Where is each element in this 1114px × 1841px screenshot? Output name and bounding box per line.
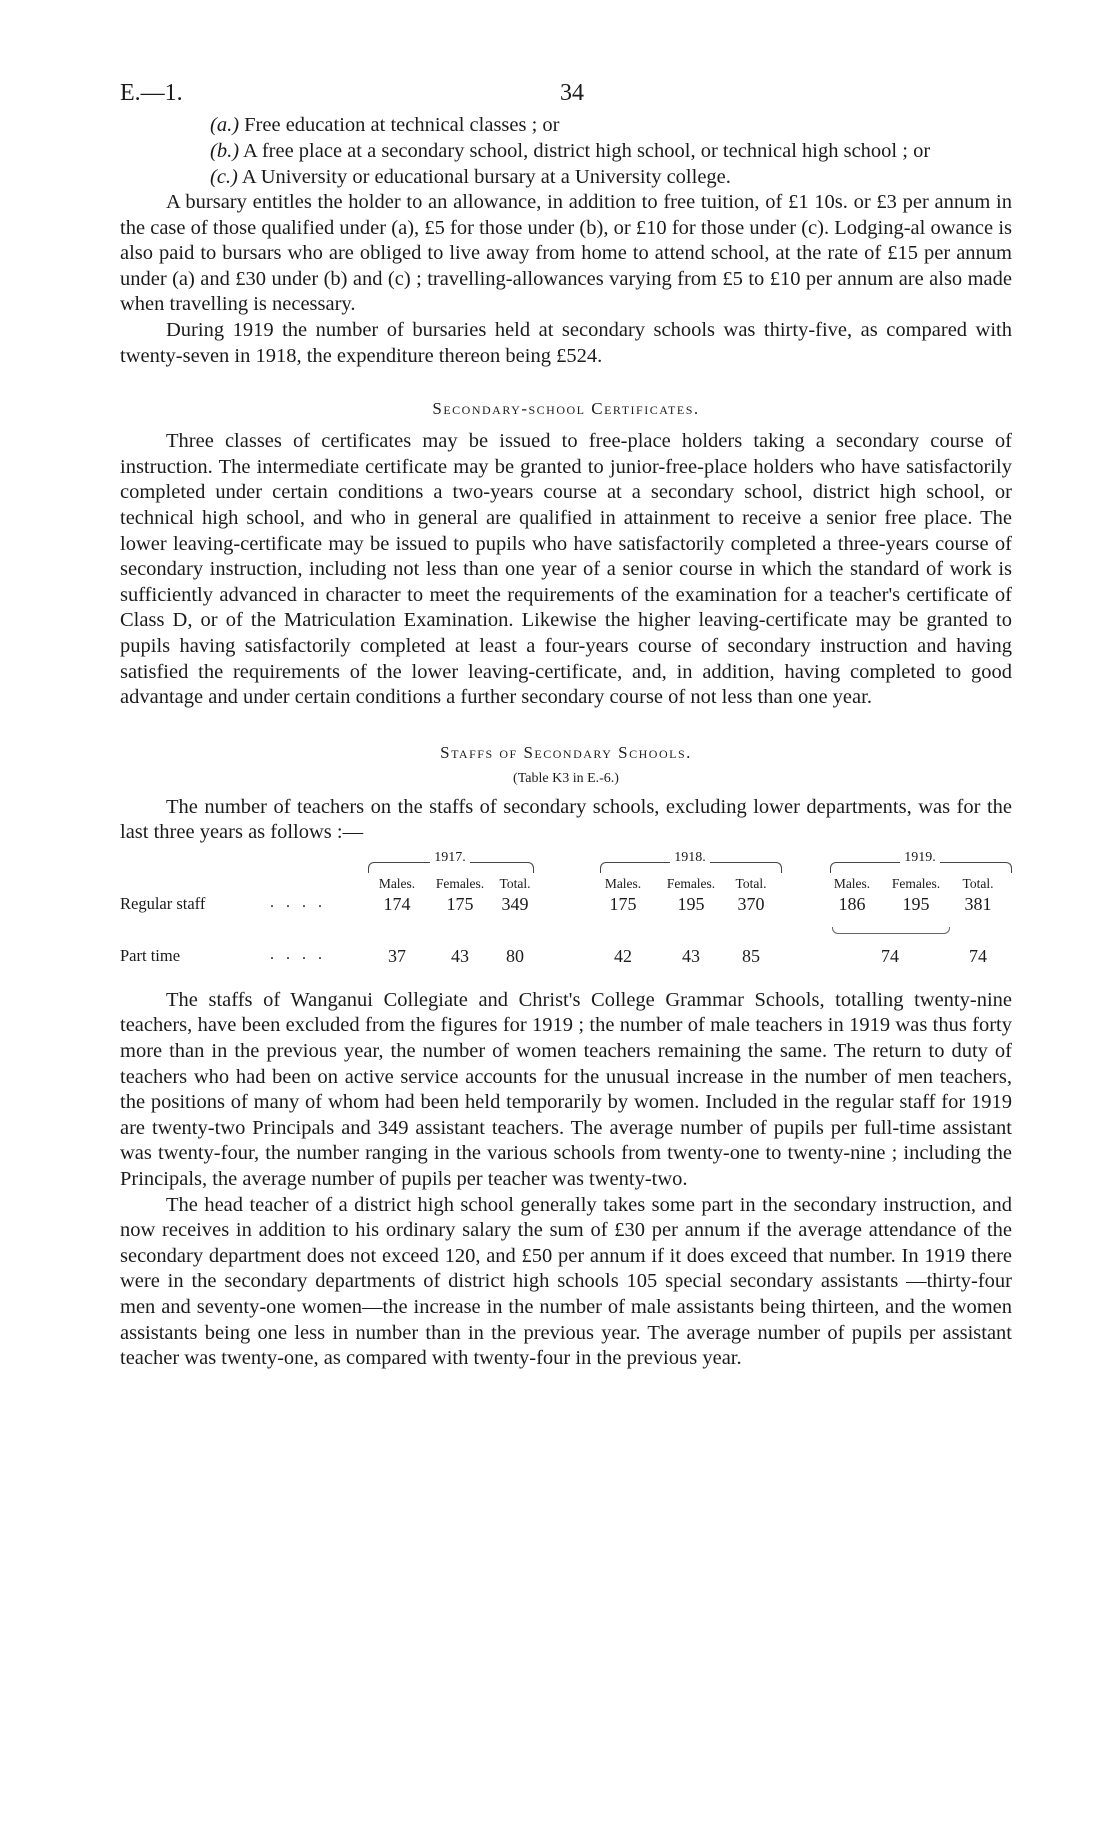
table-cell: 85 xyxy=(742,945,760,966)
column-header: Males. xyxy=(604,875,642,891)
column-header: Females. xyxy=(891,875,941,891)
certificates-heading: Secondary-school Certificates. xyxy=(432,399,700,419)
table-cell: 186 xyxy=(838,893,866,914)
certificates-paragraph: Three classes of certificates may be issued to free-place holders taking a secondary course of instruction. The intermediate certificate may be granted to junior-free-place holders who have satisfactorily completed under certain conditions a two-years course at a secondary school, district high school, or technical high school, and who in general are qualified in attainment to receive a senior free place. The lower leaving-certificate may be issued to pupils who have satisfactorily completed a three-years course of secondary instruction, including not less than one year of a senior course in which the standard of work is sufficiently advanced in character to meet the requirements of the examination for a teacher's certificate of Class D, or of the Matriculation Examination. Likewise the higher leaving-certificate may be granted to pupils having satisfactorily completed at least a four-years course of secondary instruction and having satisfied the requirements of the lower leaving-certificate, and, in addition, having completed to good advantage and under certain conditions a further secondary course of not less than one year. xyxy=(120,430,1012,709)
list-item-text: A University or educational bursary at a University college. xyxy=(241,166,731,188)
column-header: Females. xyxy=(435,875,485,891)
staffs-heading: Staffs of Secondary Schools. xyxy=(440,742,692,762)
table-cell: 74 xyxy=(969,945,987,966)
staff-table xyxy=(120,849,1012,982)
row-label: Part time xyxy=(120,945,181,965)
column-header: Males. xyxy=(833,875,871,891)
column-header: Total. xyxy=(499,875,531,891)
row-label: Regular staff xyxy=(120,893,206,913)
list-item xyxy=(120,164,1012,190)
table-cell: 381 xyxy=(964,893,992,914)
year-header: 1919. xyxy=(830,852,1010,868)
staffs-table-reference: (Table K3 in E.-6.) xyxy=(513,770,619,786)
table-cell: 43 xyxy=(451,945,469,966)
table-cell: 370 xyxy=(737,893,765,914)
bursaries-1919-paragraph: During 1919 the number of bursaries held at secondary schools was thirty-five, as compared with twenty-seven in 1918, the expenditure thereon being £524. xyxy=(120,318,1012,367)
bursary-options-list xyxy=(120,112,1012,190)
table-cell: 42 xyxy=(614,945,632,966)
list-item-text: Free education at technical classes ; or xyxy=(244,114,560,136)
staffs-intro-paragraph: The number of teachers on the staffs of secondary schools, excluding lower departments, was for the last three years as follows :— xyxy=(120,795,1012,844)
leader-dots: . . . . xyxy=(270,893,326,911)
list-item xyxy=(120,138,1012,164)
year-header: 1917. xyxy=(368,852,532,868)
column-header: Total. xyxy=(735,875,767,891)
document-page xyxy=(120,80,1012,1372)
column-header: Females. xyxy=(666,875,716,891)
list-item-text: A free place at a secondary school, district high school, or technical high school ; or xyxy=(243,140,931,162)
document-code: E.—1. xyxy=(120,80,183,106)
table-cell: 174 xyxy=(383,893,411,914)
staffs-excluded-paragraph: The staffs of Wanganui Collegiate and Christ's College Grammar Schools, totalling twenty-nine teachers, have been excluded from the figures for 1919 ; the number of male teachers in 1919 was thus forty more than in the previous year, the number of women teachers remaining the same. The return to duty of teachers who had been on active service accounts for the unusual increase in the number of men teachers, the positions of many of whom had been held temporarily by women. Included in the regular staff for 1919 are twenty-two Principals and 349 assistant teachers. The average number of pupils per full-time assistant was twenty-four, the number ranging in the various schools from twenty-one to twenty-nine ; including the Principals, the average number of pupils per teacher was twenty-two. xyxy=(120,988,1012,1191)
merge-bracket xyxy=(832,927,950,934)
column-header: Total. xyxy=(962,875,994,891)
list-item xyxy=(120,112,1012,138)
list-item-label: (b.) xyxy=(210,140,240,162)
bursary-allowance-paragraph: A bursary entitles the holder to an allowance, in addition to free tuition, of £1 10s. or £3 per annum in the case of those qualified under (a), £5 for those under (b), or £10 for those under (c). Lodging-al owance is also paid to bursars who are obliged to live away from home to attend school, at the rate of £15 per annum under (a) and £30 under (b) and (c) ; travelling-allowances varying from £5 to £10 per annum are also made when travelling is necessary. xyxy=(120,191,1012,316)
page-header xyxy=(120,80,1012,112)
column-header: Males. xyxy=(378,875,416,891)
list-item-label: (a.) xyxy=(210,114,240,136)
table-cell-merged: 74 xyxy=(881,945,899,966)
year-header: 1918. xyxy=(600,852,780,868)
table-cell: 195 xyxy=(677,893,705,914)
table-cell: 175 xyxy=(609,893,637,914)
table-cell: 80 xyxy=(506,945,524,966)
list-item-label: (c.) xyxy=(210,166,238,188)
page-number: 34 xyxy=(560,80,584,106)
table-cell: 43 xyxy=(682,945,700,966)
table-cell: 37 xyxy=(388,945,406,966)
district-high-school-paragraph: The head teacher of a district high school generally takes some part in the secondary instruction, and now receives in addition to his ordinary salary the sum of £30 per annum if the average attendance of the secondary department does not exceed 120, and £50 per annum if it does exceed that number. In 1919 there were in the secondary departments of district high schools 105 special secondary assistants —thirty-four men and seventy-one women—the increase in the number of male assistants being thirteen, and the women assistants being one less in number than in the previous year. The average number of pupils per assistant teacher was twenty-one, as compared with twenty-four in the previous year. xyxy=(120,1193,1012,1370)
table-cell: 175 xyxy=(446,893,474,914)
table-cell: 195 xyxy=(902,893,930,914)
leader-dots: . . . . xyxy=(270,945,326,963)
table-cell: 349 xyxy=(501,893,529,914)
